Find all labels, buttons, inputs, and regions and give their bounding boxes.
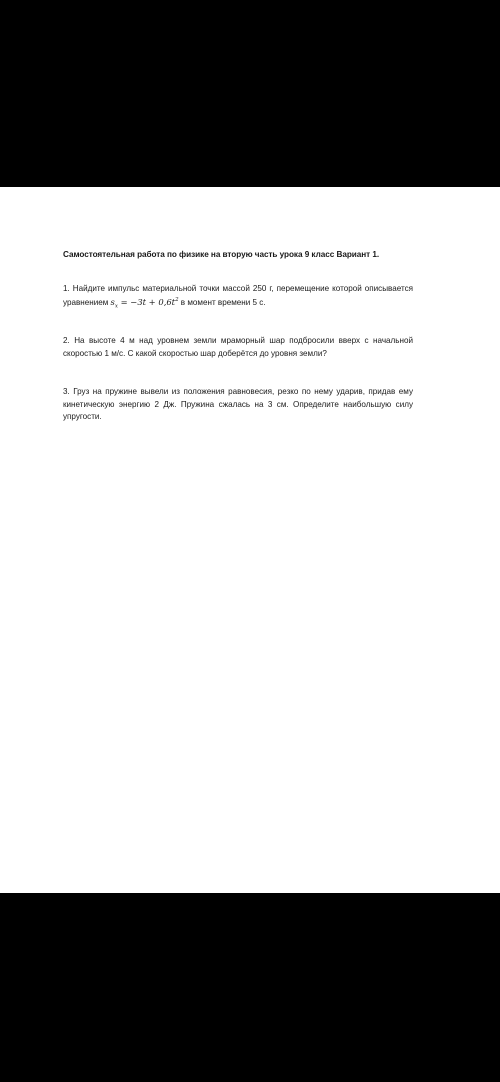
- task-2: 2. На высоте 4 м над уровнем земли мраморный шар подбросили вверх с начальной скоростью 1 м/с. С какой скоростью шар доберётся до уровня земли?: [63, 336, 413, 358]
- equation: [110, 296, 179, 310]
- worksheet-title: Самостоятельная работа по физике на вторую часть урока 9 класс Вариант 1.: [63, 250, 380, 259]
- task-3: 3. Груз на пружине вывели из положения равновесия, резко по нему ударив, придав ему кинетическую энергию 2 Дж. Пружина сжалась на 3 см. Определите наибольшую силу упругости.: [63, 387, 413, 421]
- task-1-text-after: в момент времени 5 с.: [178, 297, 266, 307]
- equation-superscript: 2: [175, 296, 179, 303]
- equation-body: = −3t + 0,6t: [117, 296, 176, 307]
- document-page: [0, 187, 500, 893]
- equation-subscript: x: [114, 303, 118, 310]
- task-1-text-before: 1. Найдите импульс материальной точки массой 250 г, перемещение которой описывается уравнением: [63, 284, 413, 307]
- equation-symbol: s: [110, 296, 115, 307]
- document-content: [63, 249, 413, 450]
- task-1: [63, 283, 413, 309]
